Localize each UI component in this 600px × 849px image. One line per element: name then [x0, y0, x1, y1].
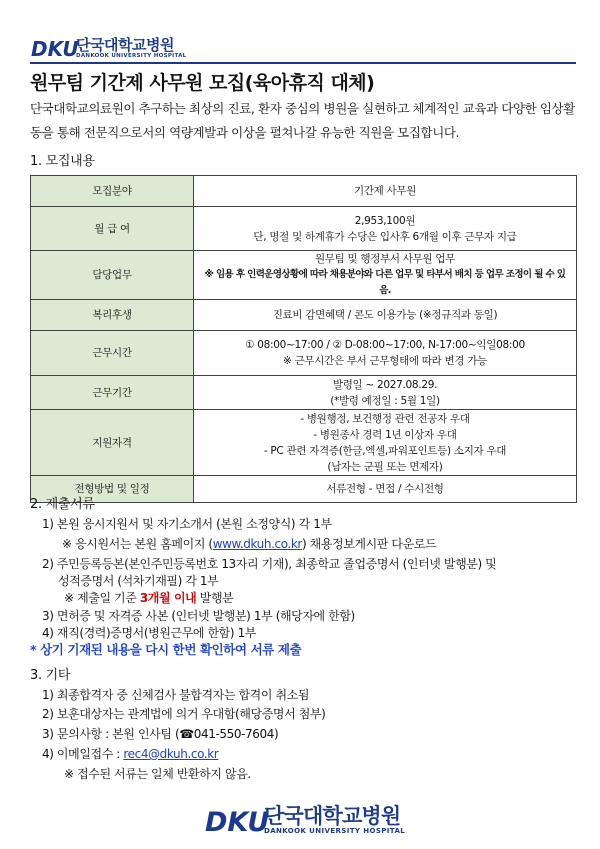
- dku-logo-icon: [204, 805, 270, 838]
- table-row: [31, 410, 577, 476]
- row-value: - 병원종사 경력 1년 이상자 우대: [313, 428, 457, 441]
- row-value: - 병원행정, 보건행정 관련 전공자 우대: [300, 412, 470, 425]
- doc-item-2: 2) 주민등록등본(본인주민등록번호 13자리 기재), 최종학교 졸업증명서 (인터넷 발행분) 및: [42, 557, 497, 571]
- row-value: ※ 근무시간은 부서 근무형태에 따라 변경 가능: [283, 355, 487, 367]
- table-row: [31, 476, 577, 503]
- row-value: 원무팀 및 행정부서 사무원 업무: [314, 253, 456, 265]
- homepage-link[interactable]: www.dkuh.co.kr: [212, 537, 302, 551]
- svg-text:DKU: DKU: [31, 37, 79, 61]
- footer-logo: [204, 805, 405, 836]
- misc-item-4-note: ※ 접수된 서류는 일체 반환하지 않음.: [64, 767, 251, 781]
- row-value: 발령일 ~ 2027.08.29.: [332, 378, 438, 391]
- table-row: [31, 331, 577, 376]
- row-value: 진료비 감면혜택 / 콘도 이용가능 (※정규직과 동일): [272, 309, 498, 321]
- row-value: 2,953,100원: [354, 214, 416, 227]
- footer-logo-kr: 단국대학교병원: [264, 804, 401, 828]
- email-link[interactable]: rec4@dkuh.co.kr: [123, 747, 219, 761]
- deadline-highlight: 3개월 이내: [139, 591, 197, 605]
- row-label: 근무기간: [31, 376, 194, 410]
- row-value: 기간제 사무원: [353, 185, 417, 197]
- doc-item-2-note: ※ 제출일 기준 3개월 이내 발행분: [64, 591, 234, 605]
- section3-heading: 3. 기타: [30, 668, 71, 683]
- row-label: 월 급 여: [31, 207, 194, 251]
- misc-item-3: 3) 문의사항 : 본원 인사팀 (☎041-550-7604): [42, 727, 279, 741]
- table-row: [31, 176, 577, 207]
- row-label: 담당업무: [31, 251, 194, 300]
- intro-paragraph: 단국대학교의료원이 추구하는 최상의 진료, 환자 중심의 병원을 실현하고 체계적인 교육과 다양한 임상활동을 통해 전문직으로서의 역량계발과 이상을 펼쳐나갈 유능한 직원을 모집합니다.: [30, 101, 575, 140]
- misc-item-2: 2) 보훈대상자는 관계법에 의거 우대함(해당증명서 첨부): [42, 707, 326, 721]
- doc-item-1: 1) 본원 응시지원서 및 자기소개서 (본원 소정양식) 각 1부: [42, 517, 332, 531]
- table-row: [31, 300, 577, 331]
- header-logo-en: DANKOOK UNIVERSITY HOSPITAL: [76, 53, 187, 59]
- header-logo-kr: 단국대학교병원: [76, 36, 174, 54]
- doc-item-2-cont: 성적증명서 (석차기재필) 각 1부: [58, 574, 219, 588]
- table-row: [31, 251, 577, 300]
- doc-item-1-note: ※ 응시원서는 본원 홈페이지 (www.dkuh.co.kr) 채용정보게시판 다운로드: [62, 537, 437, 551]
- row-value: 단, 명절 및 하계휴가 수당은 입사후 6개월 이후 근무자 지급: [253, 230, 517, 243]
- table-row: [31, 376, 577, 410]
- misc-item-4: 4) 이메일접수 : rec4@dkuh.co.kr: [42, 747, 219, 761]
- submit-notice: * 상기 기재된 내용을 다시 한번 확인하여 서류 제출: [30, 642, 302, 657]
- header-divider: [30, 62, 576, 64]
- row-value: (남자는 군필 또는 면제자): [327, 460, 443, 473]
- header-logo: [30, 37, 187, 60]
- row-value: (*발령 예정일 : 5월 1일): [330, 394, 440, 407]
- row-value: - PC 관련 자격증(한글,엑셀,파워포인트등) 소지자 우대: [263, 444, 507, 457]
- footer-logo-en: DANKOOK UNIVERSITY HOSPITAL: [264, 827, 406, 835]
- row-label: 전형방법 및 일정: [31, 476, 194, 503]
- table-row: [31, 207, 577, 251]
- row-value: ① 08:00~17:00 / ② D-08:00~17:00, N-17:00~익일08:00: [245, 339, 525, 351]
- row-note: ※ 임용 후 인력운영상황에 따라 채용분야와 다른 업무 및 타부서 배치 등 업무 조정이 될 수 있음.: [204, 269, 566, 296]
- row-label: 복리후생: [31, 300, 194, 331]
- doc-item-4: 4) 재직(경력)증명서(병원근무에 한함) 1부: [42, 626, 257, 640]
- svg-text:DKU: DKU: [205, 807, 270, 838]
- section2-heading: 2. 제출서류: [30, 497, 95, 512]
- row-label: 모집분야: [31, 176, 194, 207]
- page-title: 원무팀 기간제 사무원 모집(육아휴직 대체): [30, 72, 375, 94]
- row-value: 서류전형 - 면접 / 수시전형: [326, 483, 444, 495]
- row-label: 근무시간: [31, 331, 194, 376]
- misc-item-1: 1) 최종합격자 중 신체검사 불합격자는 합격이 취소됨: [42, 688, 310, 702]
- row-label: 지원자격: [31, 410, 194, 476]
- dku-logo-icon: [30, 37, 79, 61]
- doc-item-3: 3) 면허증 및 자격증 사본 (인터넷 발행분) 1부 (해당자에 한함): [42, 609, 355, 623]
- section1-heading: 1. 모집내용: [30, 154, 95, 169]
- recruit-info-table: [30, 175, 577, 503]
